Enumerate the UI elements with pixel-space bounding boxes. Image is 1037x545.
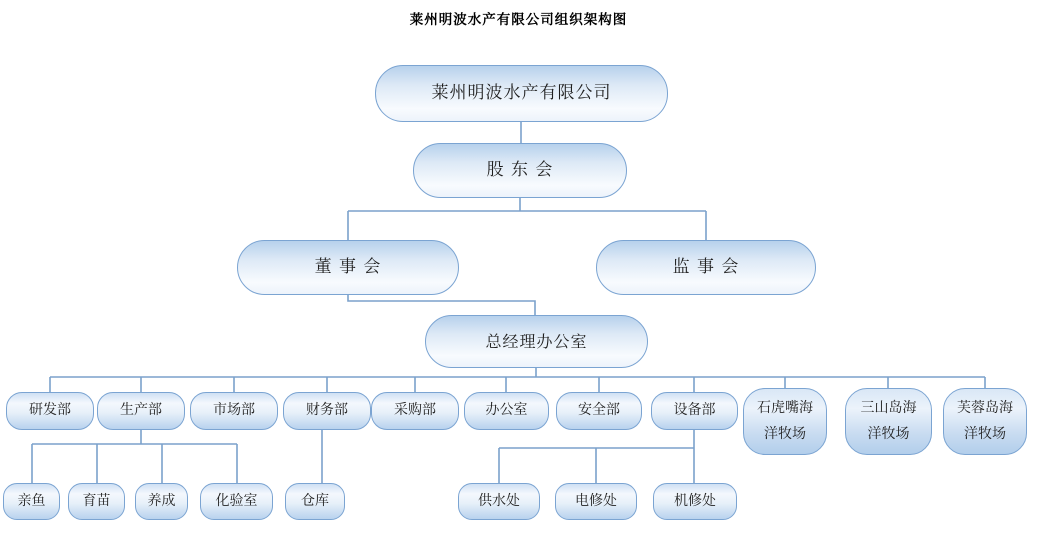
org-node-machine-repair xyxy=(653,483,737,520)
org-node-supervisors-label: 监 事 会 xyxy=(672,256,740,277)
org-node-nursery-label: 育苗 xyxy=(82,492,111,509)
org-node-production-label: 生产部 xyxy=(120,402,162,419)
org-node-equipment-label: 设备部 xyxy=(673,402,716,419)
org-node-shareholders-label: 股 东 会 xyxy=(486,159,554,180)
org-node-growout-label: 养成 xyxy=(147,492,176,509)
org-node-furongdao-line2: 洋牧场 xyxy=(964,425,1006,442)
connector-production-children xyxy=(32,430,237,483)
org-node-lab-label: 化验室 xyxy=(215,492,258,509)
org-node-board-of-supervisors xyxy=(596,240,816,295)
org-node-electrical-repair xyxy=(555,483,637,520)
org-node-safety-dept xyxy=(556,392,642,430)
org-node-sanshandao-line2: 洋牧场 xyxy=(867,425,910,442)
org-node-company-label: 莱州明波水产有限公司 xyxy=(431,82,612,103)
org-node-machine-repair-label: 机修处 xyxy=(674,492,716,509)
org-node-purchasing-label: 采购部 xyxy=(394,402,436,419)
connector-gmoffice-departments xyxy=(50,368,985,392)
org-node-furongdao-ranch xyxy=(943,388,1027,455)
org-node-shihuzui-line2: 洋牧场 xyxy=(764,425,806,442)
org-node-market-label: 市场部 xyxy=(213,402,255,419)
org-node-rd-dept xyxy=(6,392,94,430)
org-node-sanshandao-line1: 三山岛海 xyxy=(860,399,917,416)
org-node-equipment-dept xyxy=(651,392,738,430)
org-node-broodstock xyxy=(3,483,60,520)
org-node-nursery xyxy=(68,483,125,520)
org-node-company xyxy=(375,65,668,122)
org-node-warehouse-label: 仓库 xyxy=(301,492,329,509)
org-node-safety-label: 安全部 xyxy=(578,402,620,419)
org-node-water-supply-label: 供水处 xyxy=(478,492,520,509)
org-node-shihuzui-line1: 石虎嘴海 xyxy=(757,399,813,416)
org-node-board-of-directors xyxy=(237,240,459,295)
org-node-finance-label: 财务部 xyxy=(306,402,348,419)
org-node-shareholders-meeting xyxy=(413,143,627,198)
org-node-broodstock-label: 亲鱼 xyxy=(17,492,46,509)
org-node-growout xyxy=(135,483,188,520)
org-node-water-supply xyxy=(458,483,540,520)
org-node-electrical-repair-label: 电修处 xyxy=(575,492,617,509)
org-node-shihuzui-ranch xyxy=(743,388,827,455)
org-node-lab xyxy=(200,483,273,520)
org-node-market-dept xyxy=(190,392,278,430)
org-node-board-label: 董 事 会 xyxy=(314,256,382,277)
connector-equipment-children xyxy=(499,430,694,483)
connector-board-gmoffice xyxy=(348,295,535,315)
org-node-gm-office xyxy=(425,315,648,368)
org-node-warehouse xyxy=(285,483,345,520)
org-node-rd-label: 研发部 xyxy=(29,402,71,419)
connector-shareholders-branches xyxy=(348,198,706,240)
org-node-purchasing-dept xyxy=(371,392,459,430)
org-node-office-dept xyxy=(464,392,549,430)
org-node-production-dept xyxy=(97,392,185,430)
org-node-furongdao-line1: 芙蓉岛海 xyxy=(957,399,1013,416)
org-node-gm-office-label: 总经理办公室 xyxy=(485,331,588,351)
org-node-office-label: 办公室 xyxy=(485,402,528,419)
chart-title: 莱州明波水产有限公司组织架构图 xyxy=(409,12,628,28)
org-node-finance-dept xyxy=(283,392,371,430)
org-node-sanshandao-ranch xyxy=(845,388,932,455)
